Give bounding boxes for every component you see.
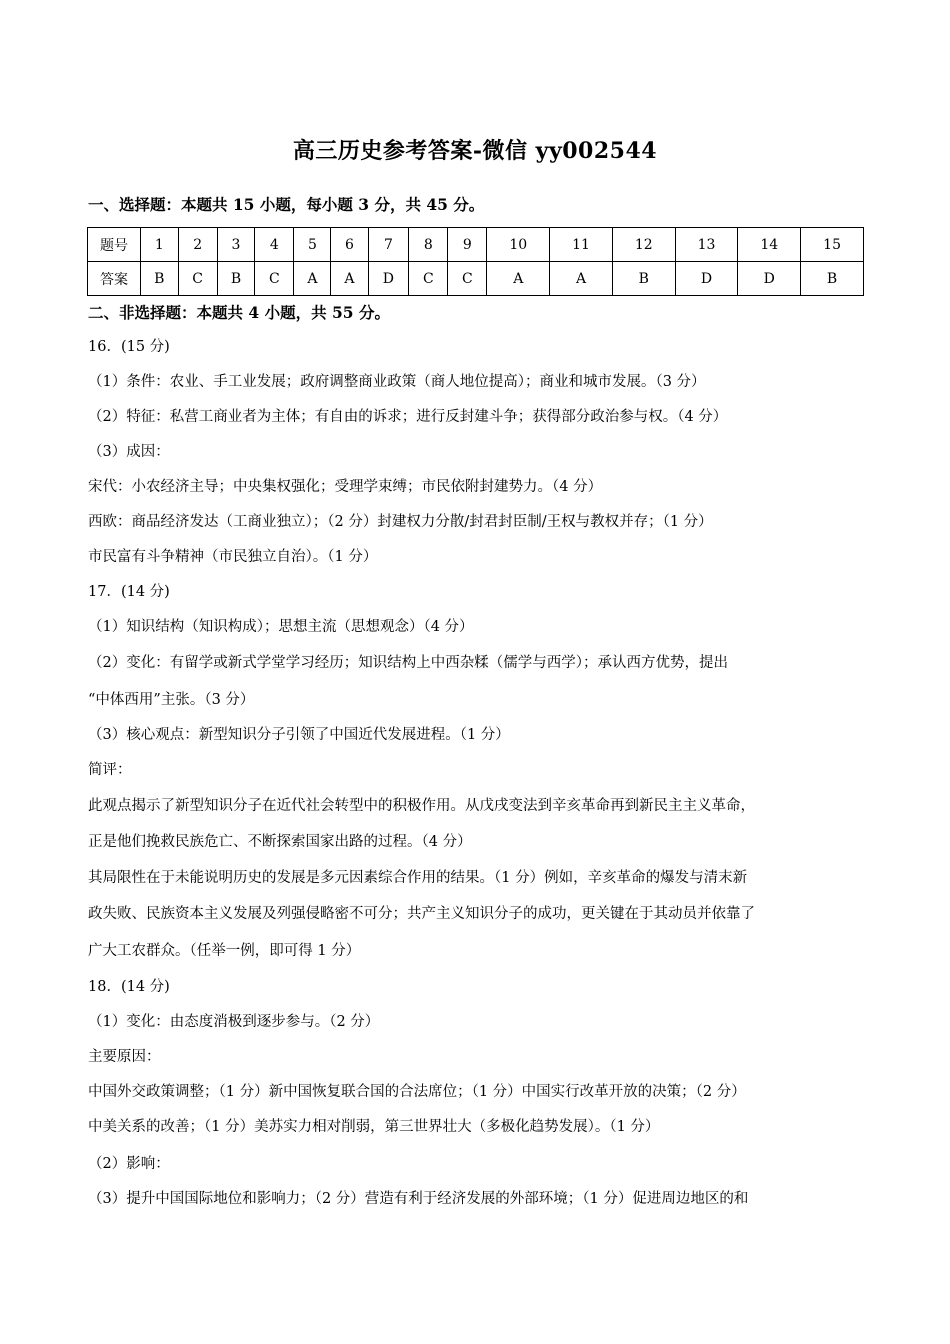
section-heading-choice: 一、选择题：本题共 15 小题，每小题 3 分，共 45 分。: [88, 195, 485, 214]
answer-line: （2）特征：私营工商业者为主体；有自由的诉求；进行反封建斗争；获得部分政治参与权。（4 分）: [88, 409, 728, 425]
answer-line: 中国外交政策调整；（1 分）新中国恢复联合国的合法席位；（1 分）中国实行改革开放的决策；（2 分）: [88, 1084, 746, 1100]
answer-line: （1）知识结构（知识构成）；思想主流（思想观念）（4 分）: [88, 619, 474, 635]
answer-line: 中美关系的改善；（1 分）美苏实力相对削弱，第三世界壮大（多极化趋势发展）。（1 分）: [88, 1119, 660, 1135]
answer-cell: C: [178, 262, 217, 296]
row-label-answer: 答案: [88, 262, 141, 296]
answer-line: （3）提升中国国际地位和影响力；（2 分）营造有利于经济发展的外部环境；（1 分）促进周边地区的和: [88, 1191, 749, 1207]
answer-line: 此观点揭示了新型知识分子在近代社会转型中的积极作用。从戊戌变法到辛亥革命再到新民主主义革命，: [88, 798, 755, 814]
answer-cell: C: [448, 262, 487, 296]
answer-cell: A: [487, 262, 550, 296]
page-title: 高三历史参考答案-微信 yy002544: [292, 138, 658, 164]
question-heading: 17．(14 分): [88, 584, 170, 600]
answer-cell: A: [550, 262, 613, 296]
question-number: 15: [801, 228, 864, 262]
question-number: 14: [738, 228, 801, 262]
answer-cell: A: [294, 262, 331, 296]
answer-cell: D: [738, 262, 801, 296]
question-number: 5: [294, 228, 331, 262]
question-number: 9: [448, 228, 487, 262]
question-number: 12: [612, 228, 675, 262]
question-number: 7: [368, 228, 409, 262]
question-heading: 18．(14 分): [88, 979, 170, 995]
question-number: 10: [487, 228, 550, 262]
answer-cell: B: [217, 262, 255, 296]
answer-cell: B: [612, 262, 675, 296]
answer-cell: A: [331, 262, 368, 296]
question-number: 11: [550, 228, 613, 262]
row-label-number: 题号: [88, 228, 141, 262]
table-row-numbers: [88, 228, 864, 262]
answer-line: 简评：: [88, 762, 132, 778]
answer-cell: D: [368, 262, 409, 296]
section-heading-nonchoice: 二、非选择题：本题共 4 小题，共 55 分。: [88, 303, 390, 322]
answer-line: 西欧：商品经济发达（工商业独立）；（2 分）封建权力分散/封君封臣制/王权与教权并存；（1 分）: [88, 514, 713, 530]
answer-line: （3）核心观点：新型知识分子引领了中国近代发展进程。（1 分）: [88, 727, 510, 743]
answer-line: “中体西用”主张。（3 分）: [88, 692, 255, 708]
answer-line: （2）变化：有留学或新式学堂学习经历；知识结构上中西杂糅（儒学与西学）；承认西方优势，提出: [88, 655, 728, 671]
answer-line: （1）变化：由态度消极到逐步参与。（2 分）: [88, 1014, 380, 1030]
answer-line: （3）成因：: [88, 444, 170, 460]
question-number: 8: [409, 228, 448, 262]
question-number: 1: [141, 228, 179, 262]
answer-table: [87, 227, 864, 296]
answer-line: 政失败、民族资本主义发展及列强侵略密不可分；共产主义知识分子的成功，更关键在于其动员并依靠了: [88, 906, 755, 922]
answer-line: 市民富有斗争精神（市民独立自治）。（1 分）: [88, 549, 378, 565]
answer-cell: C: [409, 262, 448, 296]
answer-line: 广大工农群众。（任举一例，即可得 1 分）: [88, 943, 361, 959]
question-number: 3: [217, 228, 255, 262]
question-number: 4: [255, 228, 294, 262]
answer-cell: B: [141, 262, 179, 296]
answer-cell: B: [801, 262, 864, 296]
answer-cell: C: [255, 262, 294, 296]
question-number: 2: [178, 228, 217, 262]
answer-line: 其局限性在于未能说明历史的发展是多元因素综合作用的结果。（1 分）例如，辛亥革命的爆发与清末新: [88, 870, 748, 886]
question-number: 13: [675, 228, 738, 262]
answer-line: 正是他们挽救民族危亡、不断探索国家出路的过程。（4 分）: [88, 834, 472, 850]
answer-line: 宋代：小农经济主导；中央集权强化；受理学束缚；市民依附封建势力。（4 分）: [88, 479, 603, 495]
answer-cell: D: [675, 262, 738, 296]
table-row-answers: [88, 262, 864, 296]
answer-line: （1）条件：农业、手工业发展；政府调整商业政策（商人地位提高）；商业和城市发展。（3 分）: [88, 374, 706, 390]
question-heading: 16．(15 分): [88, 339, 170, 355]
answer-line: （2）影响：: [88, 1156, 170, 1172]
question-number: 6: [331, 228, 368, 262]
answer-line: 主要原因：: [88, 1049, 161, 1065]
